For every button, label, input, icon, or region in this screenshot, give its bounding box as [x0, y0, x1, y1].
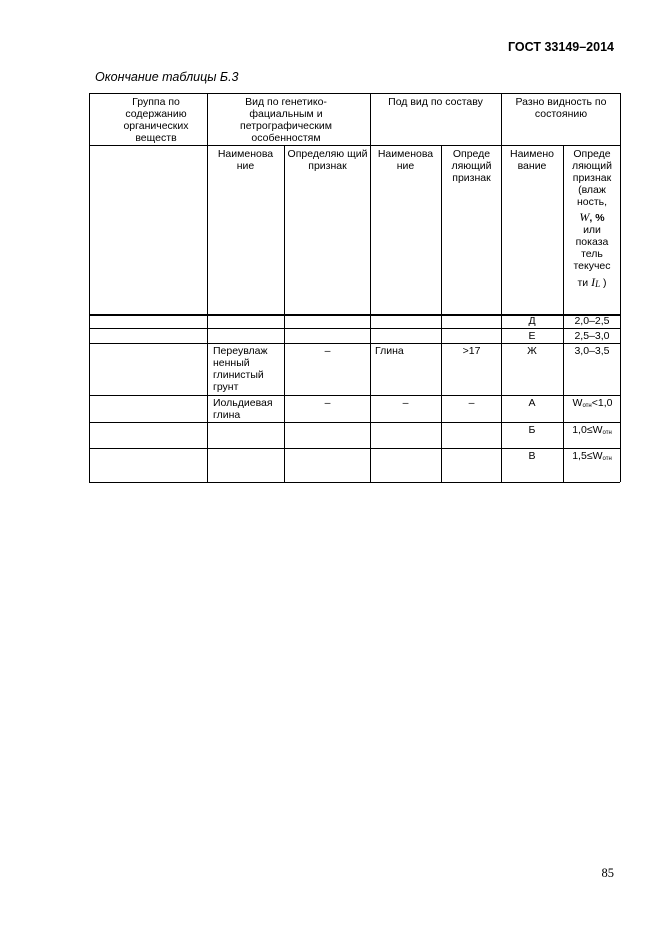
row-variety-value — [565, 450, 619, 465]
row-soil-feature: – — [324, 345, 331, 357]
table-border-top — [89, 93, 620, 94]
feature-line: ляющий — [571, 160, 613, 172]
row-soil-feature: – — [324, 397, 331, 409]
row-variety-name: А — [528, 397, 536, 409]
header-divider — [89, 145, 620, 146]
table-border-bottom — [89, 482, 620, 483]
feature-line: Опреде — [573, 148, 611, 160]
value-suffix: <1,0 — [591, 397, 613, 409]
header-variety: Разно видность по состоянию — [515, 96, 607, 120]
row-variety-value — [565, 424, 619, 439]
row-variety-value: 2,5–3,0 — [574, 330, 610, 342]
liquidity-subscript: L — [595, 279, 601, 289]
col-line — [370, 93, 371, 482]
percent-label: , % — [589, 212, 605, 224]
row-variety-name: Б — [528, 424, 536, 436]
liquidity-symbol: I — [591, 275, 596, 289]
value-prefix: 1,0≤W — [572, 424, 603, 436]
header-feature-variety — [565, 148, 619, 290]
col-line — [620, 93, 621, 482]
row-variety-name: Ж — [527, 345, 537, 357]
feature-line: показа — [575, 236, 609, 248]
moisture-symbol: W — [579, 210, 590, 224]
header-feature-genetic: Определяю щий признак — [287, 148, 368, 172]
moisture-symbol-line — [565, 211, 619, 224]
col-line — [441, 145, 442, 482]
row-variety-name: Е — [528, 330, 536, 342]
feature-line: признак — [572, 172, 612, 184]
standard-number: ГОСТ 33149–2014 — [508, 40, 614, 54]
feature-line: ность, — [576, 196, 608, 208]
header-group: Группа по содержанию органических веществ — [123, 96, 189, 144]
col-line — [501, 93, 502, 482]
col-line — [89, 93, 90, 482]
feature-line: тель — [581, 248, 603, 260]
table-caption: Окончание таблицы Б.3 — [95, 70, 239, 84]
row-variety-value: 2,0–2,5 — [574, 315, 610, 327]
value-subscript: отн — [582, 403, 592, 409]
value-subscript: отн — [602, 430, 612, 436]
header-subtype: Под вид по составу — [388, 96, 483, 108]
row-line — [89, 328, 620, 329]
row-subtype-name: Глина — [375, 345, 404, 357]
page-number: 85 — [601, 866, 614, 880]
header-feature-subtype: Опреде ляющий признак — [451, 148, 492, 184]
col-line — [563, 145, 564, 482]
row-subtype-feature: >17 — [462, 345, 481, 357]
feature-ti: ти — [577, 277, 589, 289]
value-subscript: отн — [602, 456, 612, 462]
header-name-subtype: Наименова ние — [377, 148, 434, 172]
row-line — [89, 448, 620, 449]
feature-line: текучес — [573, 260, 611, 272]
row-line — [89, 343, 620, 344]
feature-line: (влаж — [578, 184, 606, 196]
feature-close: ) — [603, 277, 607, 289]
row-soil-name: Иольдиевая глина — [213, 397, 273, 421]
col-line — [207, 93, 208, 482]
header-name-variety: Наимено вание — [510, 148, 554, 172]
header-genetic: Вид по генетико-фациальным и петрографическим особенностям — [240, 96, 332, 144]
row-variety-name: В — [528, 450, 536, 462]
value-prefix: W — [572, 397, 583, 409]
feature-or: или — [583, 224, 601, 236]
row-variety-value — [565, 397, 620, 412]
row-soil-name: Переувлаж ненный глинистый грунт — [213, 345, 268, 393]
row-subtype-feature: – — [468, 397, 475, 409]
row-line — [89, 422, 620, 423]
value-prefix: 1,5≤W — [572, 450, 603, 462]
row-subtype-name: – — [402, 397, 409, 409]
row-variety-name: Д — [528, 315, 536, 327]
liquidity-line — [565, 276, 619, 290]
row-variety-value: 3,0–3,5 — [574, 345, 610, 357]
col-line — [284, 145, 285, 482]
header-name-genetic: Наименова ние — [217, 148, 274, 172]
row-line — [89, 395, 620, 396]
